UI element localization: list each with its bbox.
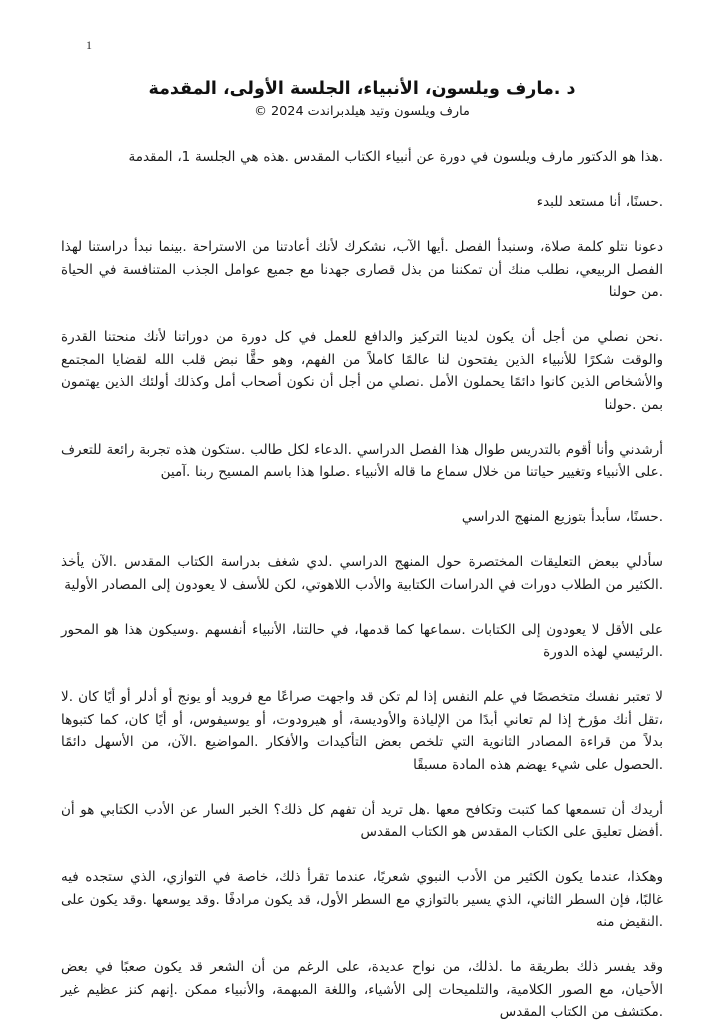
document-byline: مارف ويلسون وتيد هيلدبراندت 2024 © (254, 104, 470, 119)
paragraph: لا تعتبر نفسك متخصصًا في علم النفس إذا لم تكن قد واجهت صراعًا مع فرويد أو يونج أو أدلر أو أيًا كان .لا ،تقل أنك مؤرخ إذا لم تعاني أبدًا من الإلياذة والأوديسة، أو هيرودوت، أو يوسيفوس، أو أيًا كان، كما كتبوها بدلاً من قراءة المصادر الثانوية التي تلخص بعض التأكيدات والأفكار .المواضيع .الآن، من الأسهل دائمًا .الحصول على شيء يهضم هذه المادة مسبقًا (61, 689, 663, 773)
paragraph: .حسنًا، أنا مستعد للبدء (536, 194, 663, 210)
paragraph: دعونا نتلو كلمة صلاة، وسنبدأ الفصل .أيها الآب، نشكرك لأنك أعادتنا من الاستراحة .بينما نبدأ دراستنا لهذا الفصل الربيعي، نطلب منك أن تمكننا من بذل قصارى جهدنا مع جميع عوامل الجذب المتنافسة في الحياة .من حولنا (61, 239, 663, 300)
page-number: 1 (86, 38, 92, 52)
paragraph: وقد يفسر ذلك بطريقة ما .لذلك، من نواح عديدة، على الرغم من أن الشعر قد يكون صعبًا في بعض الأحيان، مع الصور الكلامية، والتلميحات إلى الأشياء، واللغة المبهمة، والأنبياء ممكن .إنهم كنز عظيم غير .مكتشف من الكتاب المقدس (61, 959, 663, 1020)
paragraph: .نحن نصلي من أجل أن يكون لدينا التركيز والدافع للعمل في كل دورة من دوراتنا لأنك منحتنا القدرة والوقت شكرًا للأنبياء الذين يفتحون لنا عالمًا كاملاً من الفهم، وهو حقًّا نبض قلب الله لقضايا المجتمع والأشخاص الذين كانوا دائمًا يحملون الأمل .نصلي من أجل أن نكون أصحاب أمل وكذلك أولئك الذين يهتمون بمن .حولنا (61, 329, 663, 413)
paragraph: على الأقل لا يعودون إلى الكتابات .سماعها كما قدمها، في حالتنا، الأنبياء أنفسهم .وسيكون هذا هو المحور .الرئيسي لهذه الدورة (61, 621, 663, 660)
paragraph: .هذا هو الدكتور مارف ويلسون في دورة عن أنبياء الكتاب المقدس .هذه هي الجلسة 1، المقدمة (128, 149, 663, 165)
paragraph: وهكذا، عندما يكون الكثير من الأدب النبوي شعريًا، عندما تقرأ ذلك، خاصة في التوازي، الذي ستجده فيه غالبًا، فإن السطر الثاني، الذي يسير بالتوازي مع السطر الأول، قد يكون مرادفًا .وقد يوسعها .وقد يكون على .النقيض منه (61, 869, 663, 930)
paragraph: .حسنًا، سأبدأ بتوزيع المنهج الدراسي (461, 509, 663, 525)
document-body (61, 146, 663, 1024)
paragraph: أريدك أن تسمعها كما كتبت وتكافح معها .هل تريد أن تفهم كل ذلك؟ الخبر السار عن الأدب الكتابي هو أن .أفضل تعليق على الكتاب المقدس هو الكتاب المقدس (61, 801, 663, 840)
paragraph: سأدلي ببعض التعليقات المختصرة حول المنهج الدراسي .لدي شغف بدراسة الكتاب المقدس .الآن يأخذ .الكثير من الطلاب دورات في الدراسات الكتابية والأدب اللاهوتي، لكن للأسف لا يعودون إلى المصادر الأولية (61, 554, 663, 593)
document-title: د .مارف ويلسون، الأنبياء، الجلسة الأولى، المقدمة (148, 79, 576, 99)
paragraph: أرشدني وأنا أقوم بالتدريس طوال هذا الفصل الدراسي .الدعاء لكل طالب .ستكون هذه تجربة رائعة للتعرف .على الأنبياء وتغيير حياتنا من خلال سماع ما قاله الأنبياء .صلوا هذا باسم المسيح ربنا .آمين (61, 441, 663, 480)
